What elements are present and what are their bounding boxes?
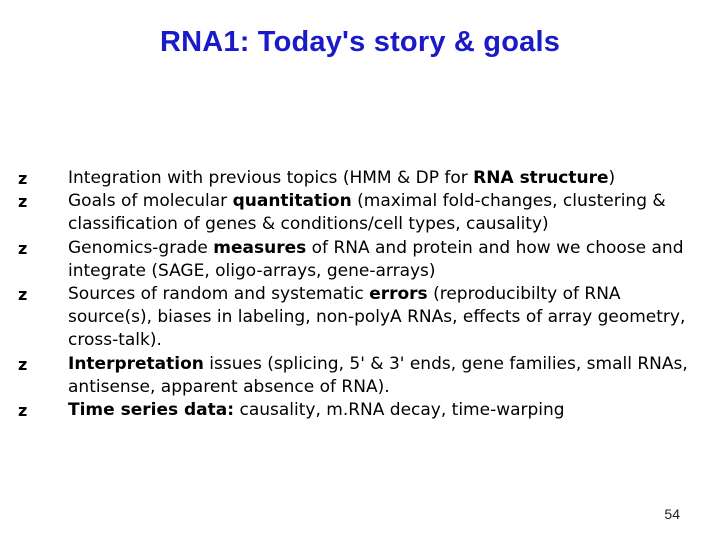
bullet-item bbox=[18, 237, 698, 283]
bullet-text: Sources of random and systematic bbox=[68, 284, 370, 305]
bullet-marker: z bbox=[18, 238, 28, 258]
bullet-text: issues (splicing, 5' & 3' ends, gene families, small RNAs, antisense, apparent absence of RNA). bbox=[68, 353, 688, 397]
bullet-marker: z bbox=[18, 192, 28, 212]
bullet-marker: z bbox=[18, 354, 28, 374]
bullet-list bbox=[18, 167, 698, 422]
bullet-marker: z bbox=[18, 285, 28, 305]
bullet-item bbox=[18, 190, 698, 236]
bullet-item bbox=[18, 399, 698, 422]
bullet-emphasis: quantitation bbox=[232, 191, 352, 212]
bullet-text: Integration with previous topics (HMM & DP for bbox=[68, 168, 474, 188]
bullet-text: (reproducibilty of RNA source(s), biases in labeling, non-polyA RNAs, effects of array geometry, cross-talk). bbox=[68, 284, 686, 351]
bullet-emphasis: measures bbox=[213, 237, 307, 258]
bullet-text: Genomics-grade bbox=[68, 237, 214, 258]
bullet-marker: z bbox=[18, 401, 28, 421]
slide-title: RNA1: Today's story & goals bbox=[159, 26, 561, 58]
bullet-text: (maximal fold-changes, clustering & classification of genes & conditions/cell types, causality) bbox=[68, 191, 666, 235]
bullet-text: of RNA and protein and how we choose and integrate (SAGE, oligo-arrays, gene-arrays) bbox=[68, 237, 684, 281]
bullet-text: Goals of molecular bbox=[68, 191, 233, 212]
page-number: 54 bbox=[664, 506, 680, 522]
bullet-emphasis: Interpretation bbox=[68, 353, 204, 374]
bullet-emphasis: RNA structure bbox=[473, 168, 609, 188]
bullet-item bbox=[18, 167, 698, 190]
bullet-emphasis: errors bbox=[369, 284, 428, 305]
bullet-emphasis: Time series data: bbox=[68, 400, 235, 421]
bullet-text: causality, m.RNA decay, time-warping bbox=[234, 400, 565, 421]
bullet-marker: z bbox=[18, 169, 28, 188]
bullet-text: ) bbox=[608, 168, 616, 188]
bullet-item bbox=[18, 353, 698, 399]
bullet-item bbox=[18, 283, 698, 353]
